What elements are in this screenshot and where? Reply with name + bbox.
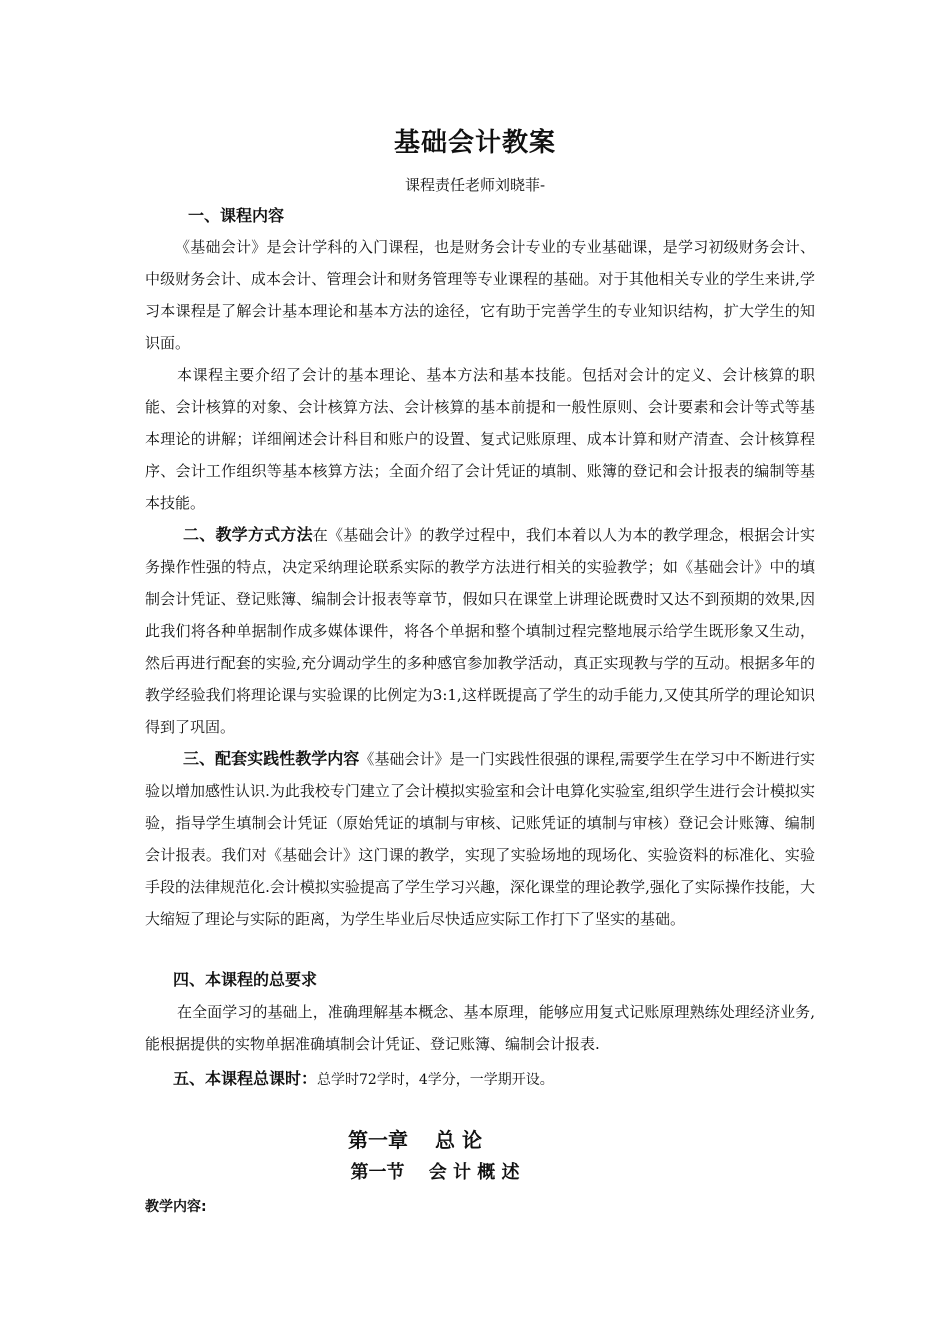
section5-heading: 五、本课程总课时： [173, 1069, 318, 1088]
section4-heading: 四、本课程的总要求 [173, 970, 318, 989]
section5-body: 总学时72学时，4学分，一学期开设。 [317, 1072, 554, 1088]
document-title: 基础会计教案 [393, 128, 556, 158]
chapter-title: 第一章 总 论 [348, 1128, 482, 1152]
section3-heading: 三、配套实践性教学内容 [183, 749, 360, 768]
section2-heading: 二、教学方式方法 [183, 525, 313, 544]
section1-paragraph-2: 本课程主要介绍了会计的基本理论、基本方法和基本技能。包括对会计的定义、会计核算的职能、会计核算的对象、会计核算方法、会计核算的基本前提和一般性原则、会计要素和会计等式等基本理论的讲解；详细阐述会计科目和账户的设置、复式记账原理、成本计算和财产清查、会计核算程序、会计工作组织等基本核算方法；全面介绍了会计凭证的填制、账簿的登记和会计报表的编制等基本技能。 [145, 366, 815, 512]
section1-paragraph-1: 《基础会计》是会计学科的入门课程，也是财务会计专业的专业基础课，是学习初级财务会计、中级财务会计、成本会计、管理会计和财务管理等专业课程的基础。对于其他相关专业的学生来讲,学习本课程是了解会计基本理论和基本方法的途径，它有助于完善学生的专业知识结构，扩大学生的知识面。 [145, 238, 815, 352]
document-subtitle: 课程责任老师刘晓菲- [404, 176, 546, 194]
section5-paragraph [173, 1063, 813, 1096]
section3-paragraph [145, 743, 815, 935]
teaching-content-label: 教学内容: [145, 1199, 207, 1215]
section3-body: 《基础会计》是一门实践性很强的课程,需要学生在学习中不断进行实验以增加感性认识.为此我校专门建立了会计模拟实验室和会计电算化实验室,组织学生进行会计模拟实验，指导学生填制会计凭证（原始凭证的填制与审核、记账凭证的填制与审核）登记会计账簿、编制会计报表。我们对《基础会计》这门课的教学，实现了实验场地的现场化、实验资料的标准化、实验手段的法律规范化.会计模拟实验提高了学生学习兴趣，深化课堂的理论教学,强化了实际操作技能，大大缩短了理论与实际的距离，为学生毕业后尽快适应实际工作打下了坚实的基础。 [145, 750, 815, 928]
section2-body: 在《基础会计》的教学过程中，我们本着以人为本的教学理念，根据会计实务操作性强的特点，决定采纳理论联系实际的教学方法进行相关的实验教学；如《基础会计》中的填制会计凭证、登记账簿、编制会计报表等章节，假如只在课堂上讲理论既费时又达不到预期的效果,因此我们将各种单据制作成多媒体课件，将各个单据和整个填制过程完整地展示给学生既形象又生动，然后再进行配套的实验,充分调动学生的多种感官参加教学活动，真正实现教与学的互动。根据多年的教学经验我们将理论课与实验课的比例定为3:1,这样既提高了学生的动手能力,又使其所学的理论知识得到了巩固。 [145, 526, 815, 736]
section4-paragraph: 在全面学习的基础上，准确理解基本概念、基本原理，能够应用复式记账原理熟练处理经济业务,能根据提供的实物单据准确填制会计凭证、登记账簿、编制会计报表. [145, 1003, 815, 1053]
chapter-section-title: 第一节 会 计 概 述 [350, 1162, 520, 1183]
section2-paragraph [145, 519, 815, 743]
section1-heading: 一、课程内容 [188, 206, 285, 225]
